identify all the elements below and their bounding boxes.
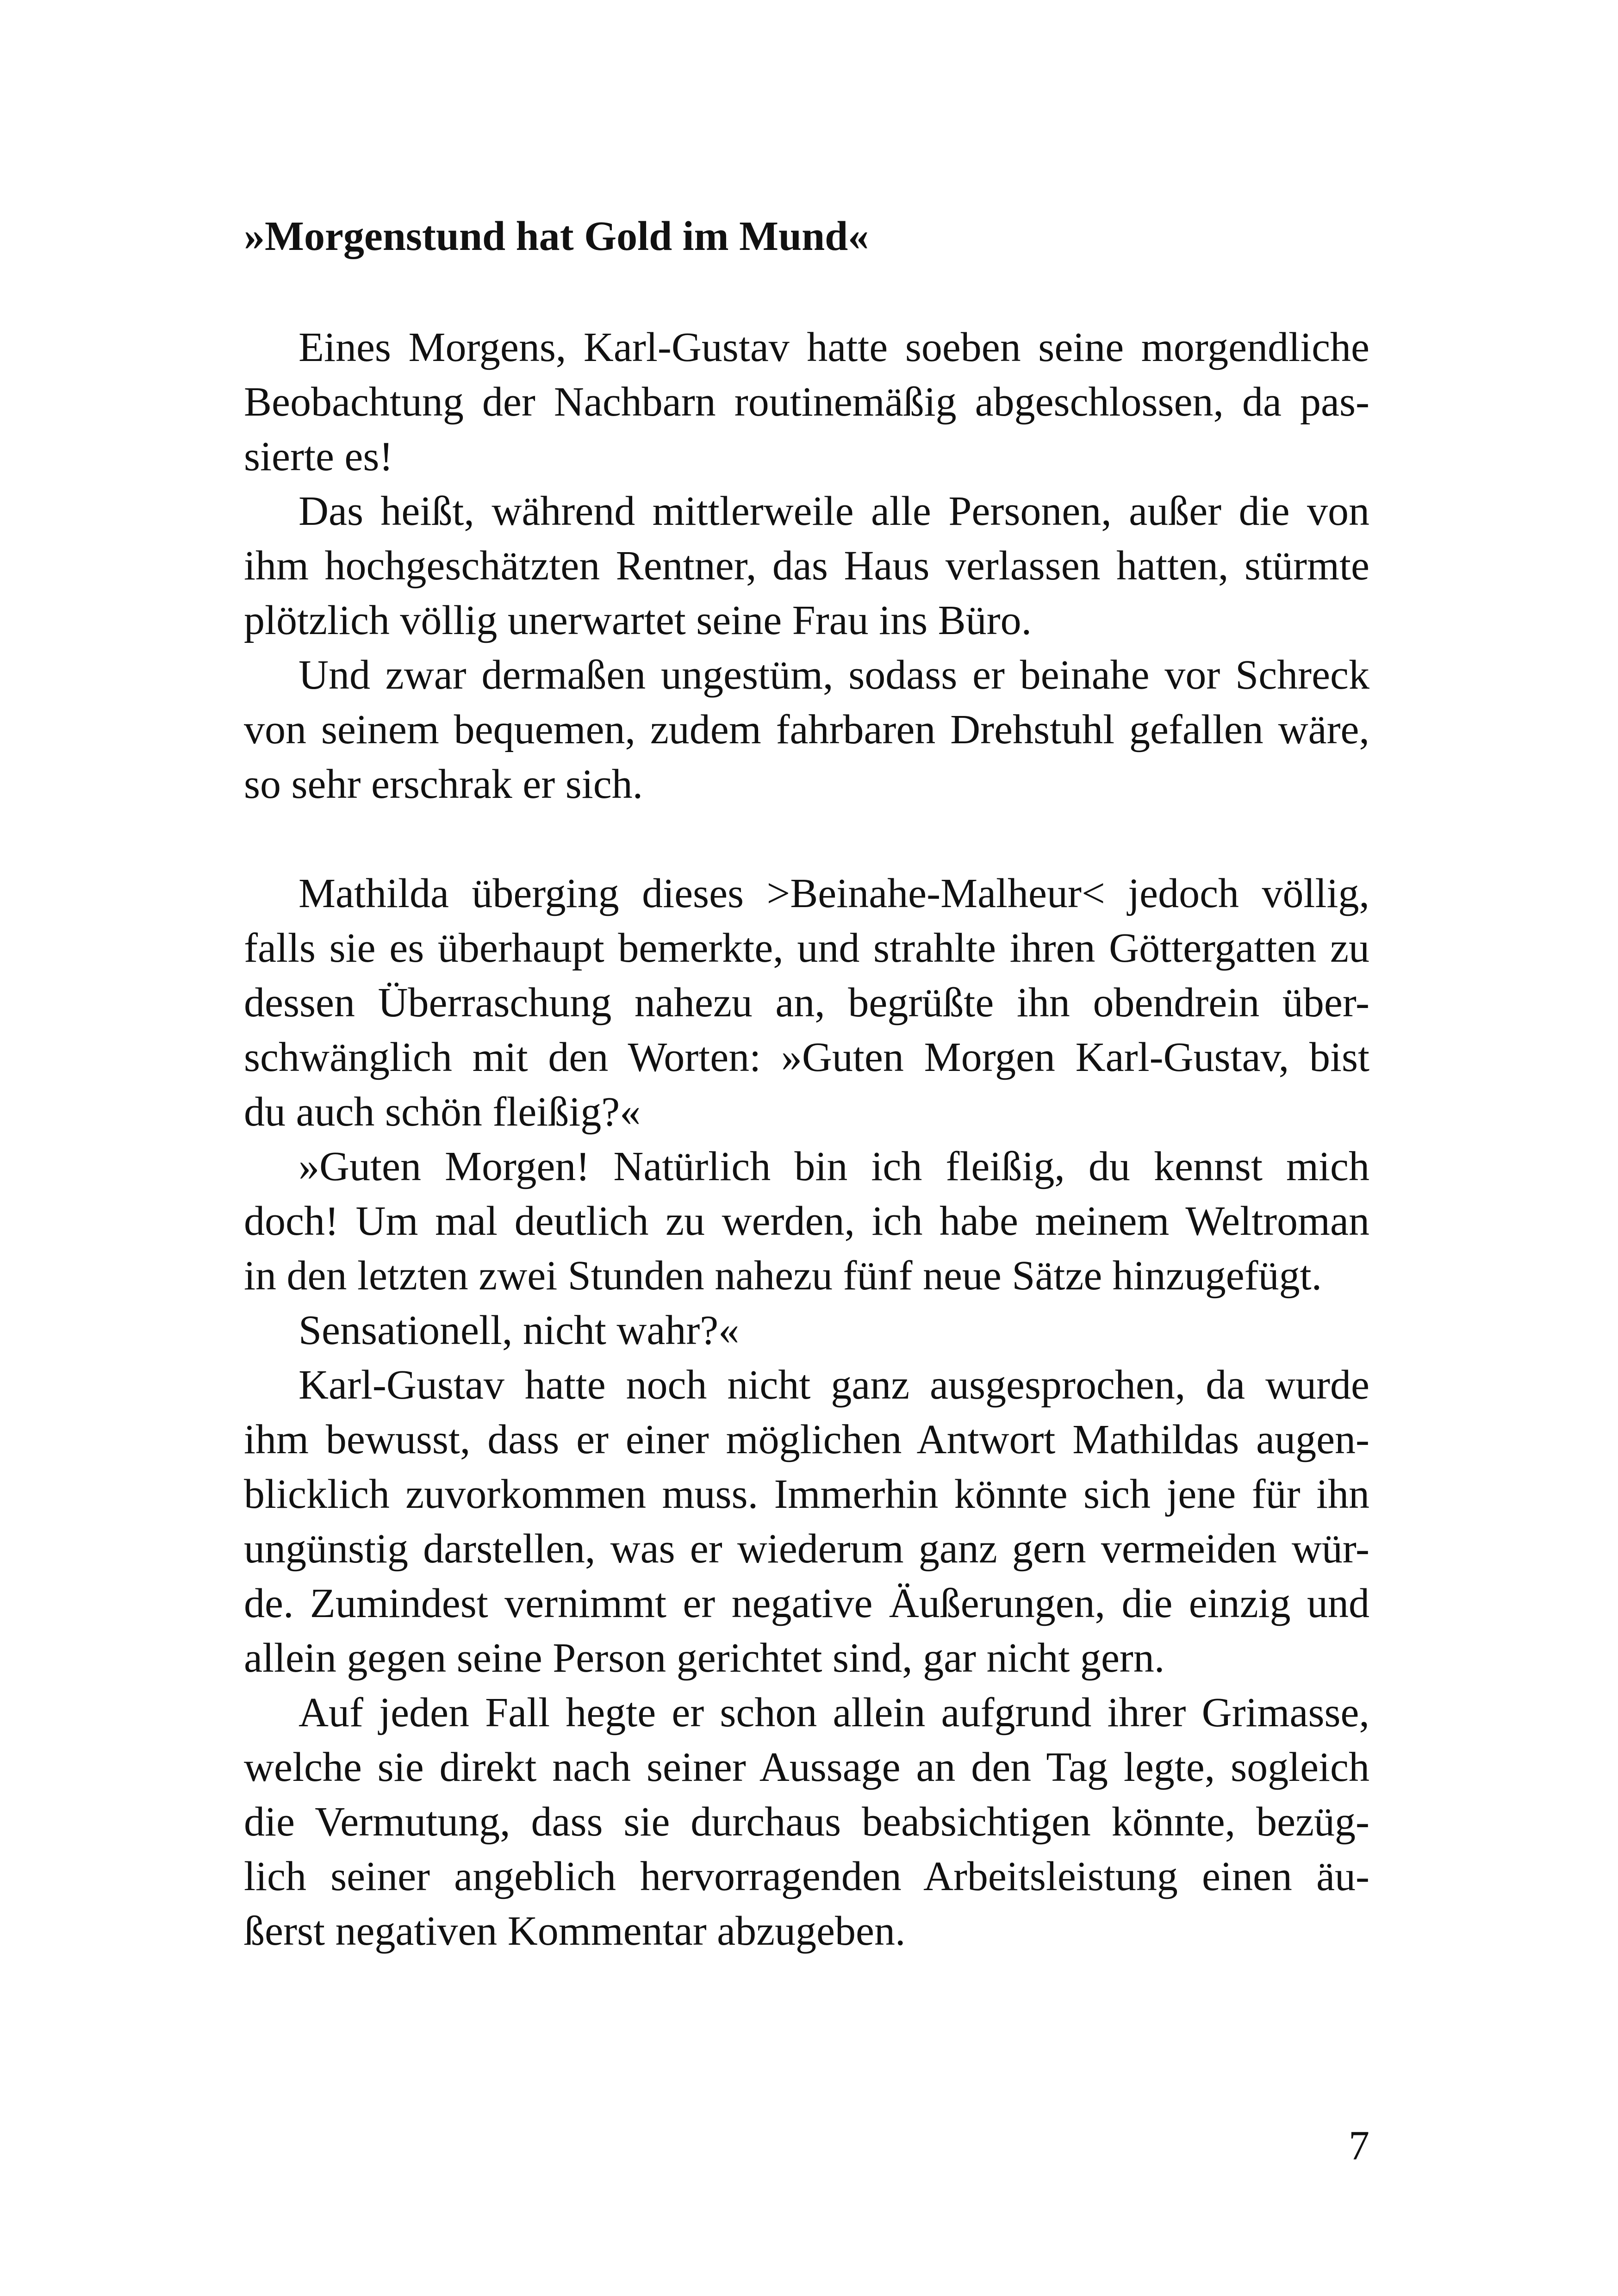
paragraph-4 — [244, 866, 1369, 1139]
text-line: sierte es! — [244, 434, 393, 479]
paragraph-7 — [244, 1358, 1369, 1686]
text-line: so sehr erschrak er sich. — [244, 761, 643, 807]
text-line: falls sie es überhaupt bemerkte, und strahlte ihren Göttergatten zu — [244, 925, 1369, 971]
text-line: Sensationell, nicht wahr?« — [299, 1307, 740, 1353]
text-line: Das heißt, während mittlerweile alle Personen, außer die von — [299, 488, 1369, 534]
text-line: schwänglich mit den Worten: »Guten Morgen Karl-Gustav, bist — [244, 1034, 1369, 1080]
text-line: Beobachtung der Nachbarn routinemäßig abgeschlossen, da pas- — [244, 379, 1369, 425]
paragraph-6 — [244, 1303, 1369, 1358]
text-line: Auf jeden Fall hegte er schon allein aufgrund ihrer Grimasse, — [299, 1690, 1369, 1736]
text-line: dessen Überraschung nahezu an, begrüßte ihn obendrein über- — [244, 980, 1369, 1026]
text-line: de. Zumindest vernimmt er negative Äußerungen, die einzig und — [244, 1580, 1369, 1626]
text-line: »Guten Morgen! Natürlich bin ich fleißig, du kennst mich — [299, 1144, 1369, 1189]
text-line: die Vermutung, dass sie durchaus beabsichtigen könnte, bezüg- — [244, 1799, 1369, 1845]
text-line: ihm bewusst, dass er einer möglichen Antwort Mathildas augen- — [244, 1417, 1369, 1462]
text-line: lich seiner angeblich hervorragenden Arbeitsleistung einen äu- — [244, 1854, 1369, 1899]
text-line: ßerst negativen Kommentar abzugeben. — [244, 1908, 906, 1954]
text-line: in den letzten zwei Stunden nahezu fünf neue Sätze hinzugefügt. — [244, 1253, 1322, 1299]
paragraph-8 — [244, 1686, 1369, 1959]
chapter-title: »Morgenstund hat Gold im Mund« — [244, 213, 869, 259]
text-line: welche sie direkt nach seiner Aussage an den Tag legte, sogleich — [244, 1744, 1369, 1790]
paragraph-1 — [244, 320, 1369, 484]
page-number: 7 — [1349, 2123, 1369, 2169]
text-line: Und zwar dermaßen ungestüm, sodass er beinahe vor Schreck — [299, 652, 1369, 698]
text-line: ungünstig darstellen, was er wiederum ganz gern vermeiden wür- — [244, 1526, 1369, 1572]
text-line: Mathilda überging dieses >Beinahe-Malheur< jedoch völlig, — [299, 871, 1369, 916]
paragraph-3 — [244, 648, 1369, 812]
text-line: doch! Um mal deutlich zu werden, ich habe meinem Weltroman — [244, 1198, 1369, 1244]
text-line: Karl-Gustav hatte noch nicht ganz ausgesprochen, da wurde — [299, 1362, 1369, 1408]
text-line: ihm hochgeschätzten Rentner, das Haus verlassen hatten, stürmte — [244, 543, 1369, 589]
text-line: blicklich zuvorkommen muss. Immerhin könnte sich jene für ihn — [244, 1471, 1369, 1517]
text-line: du auch schön fleißig?« — [244, 1089, 641, 1135]
text-line: Eines Morgens, Karl-Gustav hatte soeben seine morgendliche — [299, 324, 1369, 370]
paragraph-2 — [244, 484, 1369, 648]
text-line: allein gegen seine Person gerichtet sind, gar nicht gern. — [244, 1635, 1165, 1681]
text-line: von seinem bequemen, zudem fahrbaren Drehstuhl gefallen wäre, — [244, 707, 1369, 753]
text-line: plötzlich völlig unerwartet seine Frau ins Büro. — [244, 597, 1032, 643]
paragraph-5 — [244, 1139, 1369, 1303]
